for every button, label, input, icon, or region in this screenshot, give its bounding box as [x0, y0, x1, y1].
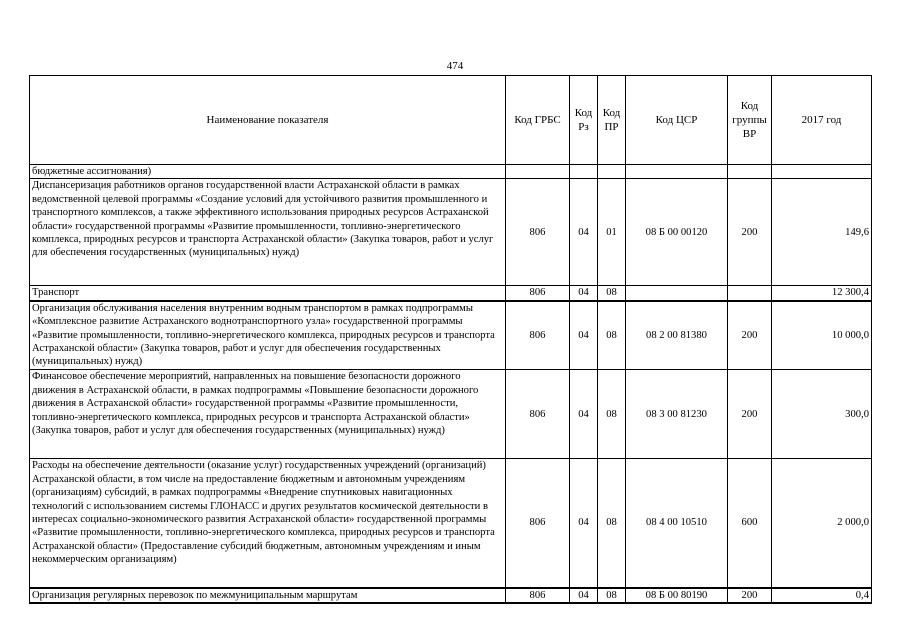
- row-pr: 08: [598, 286, 626, 301]
- row-grbs: 806: [506, 179, 570, 286]
- row-name: бюджетные ассигнования): [30, 165, 506, 179]
- row-pr: 08: [598, 301, 626, 370]
- row-csr: [626, 165, 728, 179]
- header-csr: Код ЦСР: [626, 76, 728, 165]
- row-rz: 04: [570, 588, 598, 603]
- row-rz: 04: [570, 459, 598, 588]
- row-vr: [728, 286, 772, 301]
- row-vr: 200: [728, 179, 772, 286]
- row-name: Финансовое обеспечение мероприятий, направленных на повышение безопасности дорожного движения в Астраханской области, в рамках подпрограммы «Повышение безопасности дорожного движения в Астраханской области» государственной программы «Развитие промышленности, топливно-энергетического комплекса, природных ресурсов и транспорта Астраханской области» (Закупка товаров, работ и услуг для обеспечения государственных (муниципальных) нужд): [30, 370, 506, 459]
- row-pr: 01: [598, 179, 626, 286]
- row-amount: 2 000,0: [772, 459, 872, 588]
- table-row: [30, 588, 872, 603]
- row-grbs: 806: [506, 301, 570, 370]
- row-amount: 300,0: [772, 370, 872, 459]
- row-amount: 12 300,4: [772, 286, 872, 301]
- row-rz: 04: [570, 370, 598, 459]
- row-vr: 200: [728, 301, 772, 370]
- row-grbs: [506, 165, 570, 179]
- row-grbs: 806: [506, 370, 570, 459]
- row-csr: [626, 286, 728, 301]
- table-row: [30, 179, 872, 286]
- page-number: 474: [446, 60, 464, 72]
- row-grbs: 806: [506, 286, 570, 301]
- row-pr: 08: [598, 370, 626, 459]
- row-vr: 200: [728, 588, 772, 603]
- budget-table: [29, 75, 872, 604]
- header-name: Наименование показателя: [30, 76, 506, 165]
- row-grbs: 806: [506, 459, 570, 588]
- row-pr: 08: [598, 588, 626, 603]
- table-row: [30, 286, 872, 301]
- row-csr: 08 Б 00 80190: [626, 588, 728, 603]
- row-vr: 600: [728, 459, 772, 588]
- row-amount: [772, 165, 872, 179]
- row-name: Расходы на обеспечение деятельности (оказание услуг) государственных учреждений (организаций) Астраханской области, в том числе на предоставление бюджетным и автономным учреждениям (организациям) субсидий, в рамках подпрограммы «Внедрение спутниковых навигационных технологий с использованием системы ГЛОНАСС и других результатов космической деятельности в интересах социально-экономического развития Астраханской области» государственной программы «Развитие промышленности, топливно-энергетического комплекса, природных ресурсов и транспорта Астраханской области» (Предоставление субсидий бюджетным, автономным учреждениям и иным некоммерческим организациям): [30, 459, 506, 588]
- row-name: Организация обслуживания населения внутренним водным транспортом в рамках подпрограммы «Комплексное развитие Астраханского воднотранспортного узла» государственной программы «Развитие промышленности, топливно-энергетического комплекса, природных ресурсов и транспорта Астраханской области» (Закупка товаров, работ и услуг для обеспечения государственных (муниципальных) нужд): [30, 301, 506, 370]
- row-name: Диспансеризация работников органов государственной власти Астраханской области в рамках ведомственной целевой программы «Создание условий для устойчивого развития промышленного и транспортного комплексов, а также эффективного использования природных ресурсов Астраханской области» государственной программы «Развитие промышленности, топливно-энергетического комплекса, природных ресурсов и транспорта Астраханской области» (Закупка товаров, работ и услуг для обеспечения государственных (муниципальных) нужд): [30, 179, 506, 286]
- row-rz: 04: [570, 286, 598, 301]
- table-row: [30, 301, 872, 370]
- table-row: [30, 370, 872, 459]
- header-rz: Код Рз: [570, 76, 598, 165]
- row-amount: 10 000,0: [772, 301, 872, 370]
- row-rz: [570, 165, 598, 179]
- table-header-row: [30, 76, 872, 165]
- row-grbs: 806: [506, 588, 570, 603]
- row-csr: 08 3 00 81230: [626, 370, 728, 459]
- row-pr: 08: [598, 459, 626, 588]
- header-grbs: Код ГРБС: [506, 76, 570, 165]
- row-vr: 200: [728, 370, 772, 459]
- row-csr: 08 Б 00 00120: [626, 179, 728, 286]
- header-pr: Код ПР: [598, 76, 626, 165]
- row-csr: 08 4 00 10510: [626, 459, 728, 588]
- header-year: 2017 год: [772, 76, 872, 165]
- row-csr: 08 2 00 81380: [626, 301, 728, 370]
- row-name: Транспорт: [30, 286, 506, 301]
- row-rz: 04: [570, 179, 598, 286]
- row-vr: [728, 165, 772, 179]
- table-row: [30, 459, 872, 588]
- row-amount: 149,6: [772, 179, 872, 286]
- table-row: [30, 165, 872, 179]
- header-vr: Код группы ВР: [728, 76, 772, 165]
- row-name: Организация регулярных перевозок по межмуниципальным маршрутам: [30, 588, 506, 603]
- row-rz: 04: [570, 301, 598, 370]
- row-amount: 0,4: [772, 588, 872, 603]
- row-pr: [598, 165, 626, 179]
